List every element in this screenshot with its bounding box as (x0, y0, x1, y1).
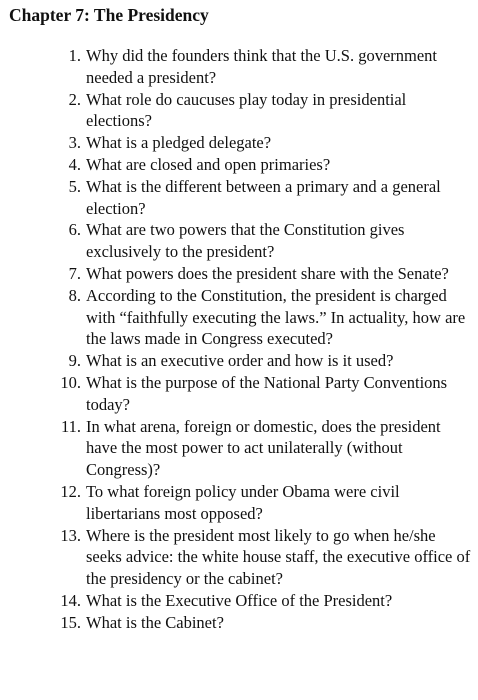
question-text: To what foreign policy under Obama were civil libertarians most opposed? (86, 481, 400, 523)
question-item (0, 132, 478, 154)
question-text: What powers does the president share with the Senate? (86, 263, 449, 283)
question-text: What is an executive order and how is it used? (86, 351, 394, 371)
question-item (0, 481, 478, 525)
question-number: 4. (68, 154, 81, 174)
question-number: 7. (68, 263, 81, 283)
question-text: What role do caucuses play today in presidential elections? (86, 89, 407, 131)
question-text: What are closed and open primaries? (86, 154, 331, 174)
question-number: 12. (60, 481, 81, 501)
question-number: 15. (60, 612, 81, 632)
question-text: What are two powers that the Constitution gives exclusively to the president? (86, 220, 405, 262)
question-number: 9. (68, 351, 81, 371)
question-item (0, 219, 478, 263)
question-number: 14. (60, 590, 81, 610)
question-number: 6. (68, 220, 81, 240)
question-item (0, 590, 478, 612)
question-number: 10. (60, 372, 81, 392)
chapter-title: Chapter 7: The Presidency (9, 5, 209, 25)
question-text: What is the purpose of the National Party Conventions today? (86, 372, 448, 414)
question-item (0, 416, 478, 481)
question-item (0, 612, 478, 634)
question-text: What is a pledged delegate? (86, 133, 272, 153)
question-text: According to the Constitution, the president is charged with “faithfully executing the laws.” In actuality, how are the laws made in Congress executed? (86, 285, 466, 349)
question-item (0, 154, 478, 176)
question-text: Why did the founders think that the U.S. government needed a president? (86, 46, 438, 87)
question-item (0, 263, 478, 285)
question-item (0, 372, 478, 416)
question-number: 11. (60, 416, 81, 436)
question-item (0, 285, 478, 350)
question-item (0, 525, 478, 590)
question-number: 2. (68, 89, 81, 109)
question-list (0, 45, 478, 634)
question-text: What is the Cabinet? (86, 612, 224, 632)
question-text: What is the Executive Office of the President? (86, 590, 393, 610)
question-text: What is the different between a primary and a general election? (86, 176, 441, 218)
question-number: 13. (60, 525, 81, 545)
question-number: 8. (68, 285, 81, 305)
question-item (0, 45, 478, 89)
question-item (0, 176, 478, 220)
question-number: 5. (68, 176, 81, 196)
question-number: 1. (68, 46, 81, 65)
question-text: Where is the president most likely to go when he/she seeks advice: the white house staff, the executive office of the presidency or the cabinet? (86, 525, 471, 589)
question-number: 3. (68, 133, 81, 153)
question-text: In what arena, foreign or domestic, does the president have the most power to act unilaterally (without Congress)? (86, 416, 441, 480)
question-item (0, 350, 478, 372)
question-item (0, 89, 478, 133)
